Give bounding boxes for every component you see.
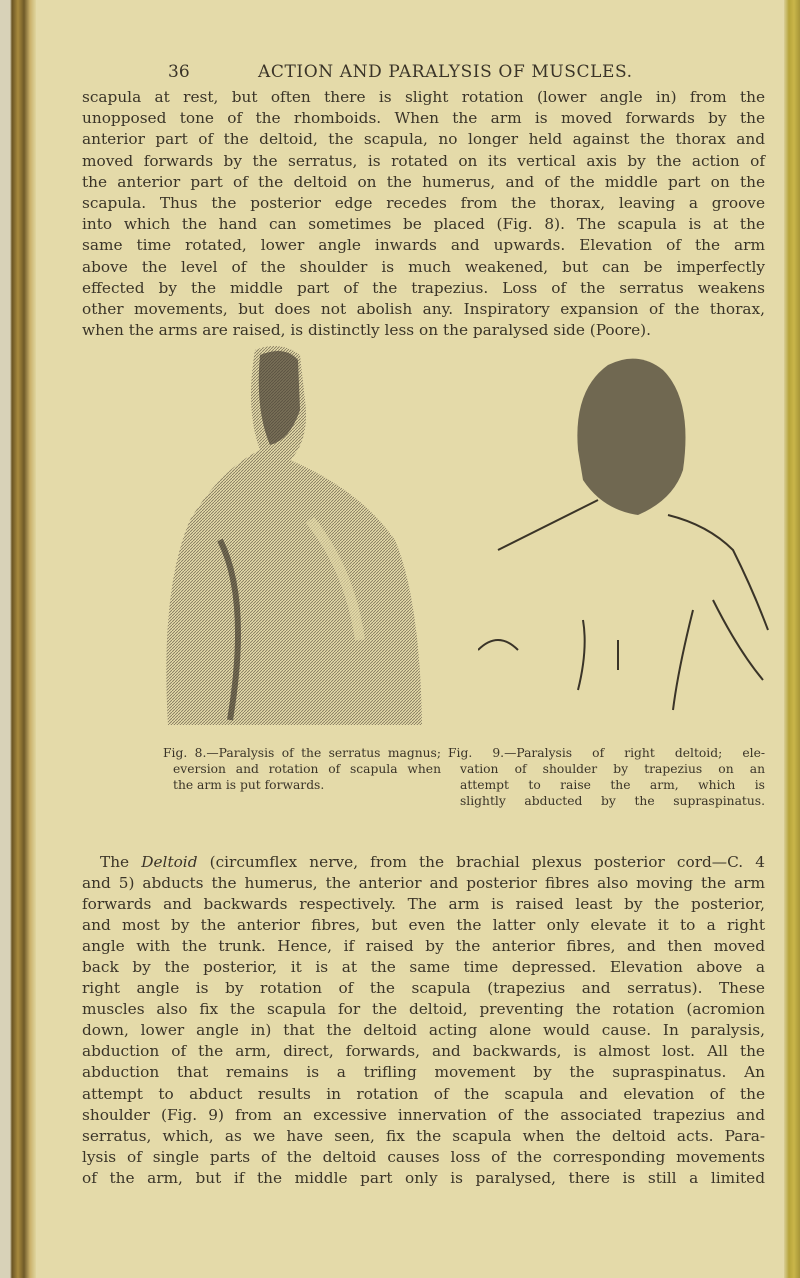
text-line: moved forwards by the serratus, is rotated on its vertical axis by the action of [82,151,765,170]
text-line: the anterior part of the deltoid on the humerus, and of the middle part on the [82,172,765,191]
text-line: back by the posterior, it is at the same time depressed. Elevation above a [82,958,765,977]
text-line: into which the hand can sometimes be placed (Fig. 8). The scapula is at the [82,215,765,234]
text-line: and most by the anterior fibres, but even the latter only elevate it to a right [82,916,765,935]
text-line: down, lower angle in) that the deltoid acting alone would cause. In paralysis, [82,1021,765,1040]
page-edge [784,0,800,1278]
text: The [100,853,142,871]
text-line: abduction of the arm, direct, forwards, and backwards, is almost lost. All the [82,1042,765,1061]
text-line: muscles also fix the scapula for the deltoid, preventing the rotation (acromion [82,1000,765,1019]
text-line: shoulder (Fig. 9) from an excessive innervation of the associated trapezius and [82,1105,765,1124]
figure-8-illustration [160,340,430,730]
text-line: right angle is by rotation of the scapula (trapezius and serratus). These [82,979,765,998]
figure-9-illustration [478,350,773,715]
running-title: ACTION AND PARALYSIS OF MUSCLES. [258,62,633,82]
text-line: abduction that remains is a trifling movement by the supraspinatus. An [82,1063,765,1082]
text-line: forwards and backwards respectively. The arm is raised least by the posterior, [82,895,765,914]
text-line: scapula at rest, but often there is slight rotation (lower angle in) from the [82,88,765,106]
text-line: serratus, which, as we have seen, fix the scapula when the deltoid acts. Para- [82,1126,765,1145]
text-line: lysis of single parts of the deltoid causes loss of the corresponding movements [82,1147,765,1166]
deltoid-term: Deltoid [141,853,198,871]
paragraph-2-first-line [100,852,765,872]
text-line: when the arms are raised, is distinctly less on the paralysed side (Poore). [82,321,651,340]
text-line: effected by the middle part of the trapezius. Loss of the serratus weakens [82,278,765,297]
text-line: anterior part of the deltoid, the scapula, no longer held against the thorax and [82,130,765,149]
text-line: angle with the trunk. Hence, if raised by the anterior fibres, and then moved [82,937,765,956]
text-line: same time rotated, lower angle inwards and upwards. Elevation of the arm [82,236,765,255]
text-line: and 5) abducts the humerus, the anterior and posterior fibres also moving the arm [82,874,765,892]
text-line: attempt to abduct results in rotation of the scapula and elevation of the [82,1084,765,1103]
text-line: above the level of the shoulder is much weakened, but can be imperfectly [82,257,765,276]
book-binding-edge [0,0,36,1278]
text-line: unopposed tone of the rhomboids. When the arm is moved forwards by the [82,109,765,128]
text-line: scapula. Thus the posterior edge recedes from the thorax, leaving a groove [82,194,765,212]
text-line: of the arm, but if the middle part only is paralysed, there is still a limited [82,1168,765,1187]
text: (circumflex nerve, from the brachial plexus posterior cord—C. 4 [197,853,765,871]
text-line: other movements, but does not abolish any. Inspiratory expansion of the thorax, [82,300,765,318]
page-number: 36 [168,62,190,82]
